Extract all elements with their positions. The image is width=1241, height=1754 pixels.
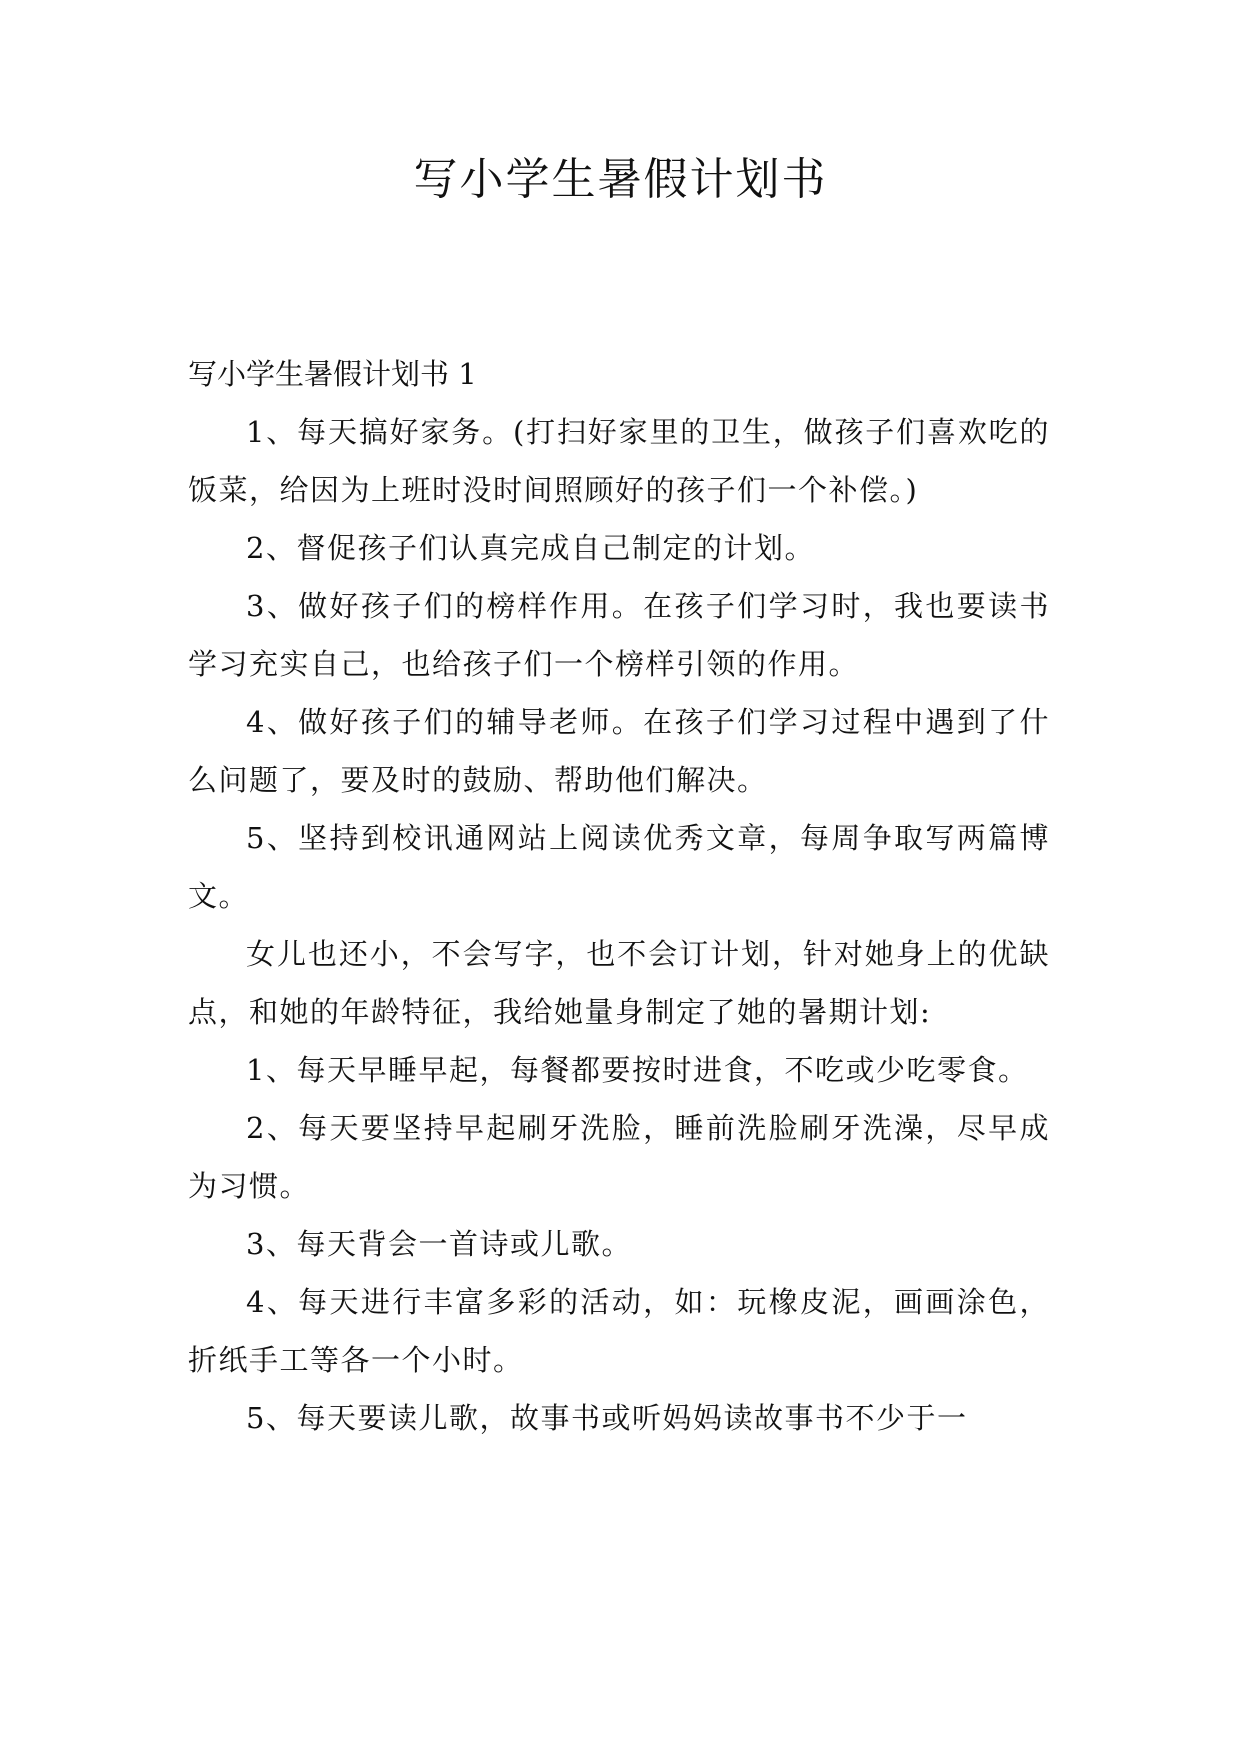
paragraph: 女儿也还小，不会写字，也不会订计划，针对她身上的优缺点，和她的年龄特征，我给她量身制定了她的暑期计划:: [188, 937, 1050, 1029]
paragraph: 3、每天背会一首诗或儿歌。: [246, 1227, 632, 1261]
paragraph: 5、坚持到校讯通网站上阅读优秀文章，每周争取写两篇博文。: [188, 821, 1050, 913]
paragraph: 4、每天进行丰富多彩的活动，如：玩橡皮泥，画画涂色，折纸手工等各一个小时。: [188, 1285, 1050, 1377]
paragraph: 1、每天早睡早起，每餐都要按时进食，不吃或少吃零食。: [246, 1053, 1029, 1087]
paragraph: 3、做好孩子们的榜样作用。在孩子们学习时，我也要读书学习充实自己，也给孩子们一个榜样引领的作用。: [188, 589, 1050, 681]
document-title: 写小学生暑假计划书: [413, 154, 828, 205]
document-body: [188, 345, 1050, 1447]
paragraph: 5、每天要读儿歌，故事书或听妈妈读故事书不少于一: [246, 1401, 968, 1435]
paragraph: 4、做好孩子们的辅导老师。在孩子们学习过程中遇到了什么问题了，要及时的鼓励、帮助他们解决。: [188, 705, 1050, 797]
paragraph: 2、督促孩子们认真完成自己制定的计划。: [246, 531, 815, 565]
paragraph: 2、每天要坚持早起刷牙洗脸，睡前洗脸刷牙洗澡，尽早成为习惯。: [188, 1111, 1050, 1203]
section-heading: 写小学生暑假计划书 1: [188, 357, 477, 391]
paragraph: 1、每天搞好家务。(打扫好家里的卫生，做孩子们喜欢吃的饭菜，给因为上班时没时间照顾好的孩子们一个补偿。): [188, 415, 1050, 507]
